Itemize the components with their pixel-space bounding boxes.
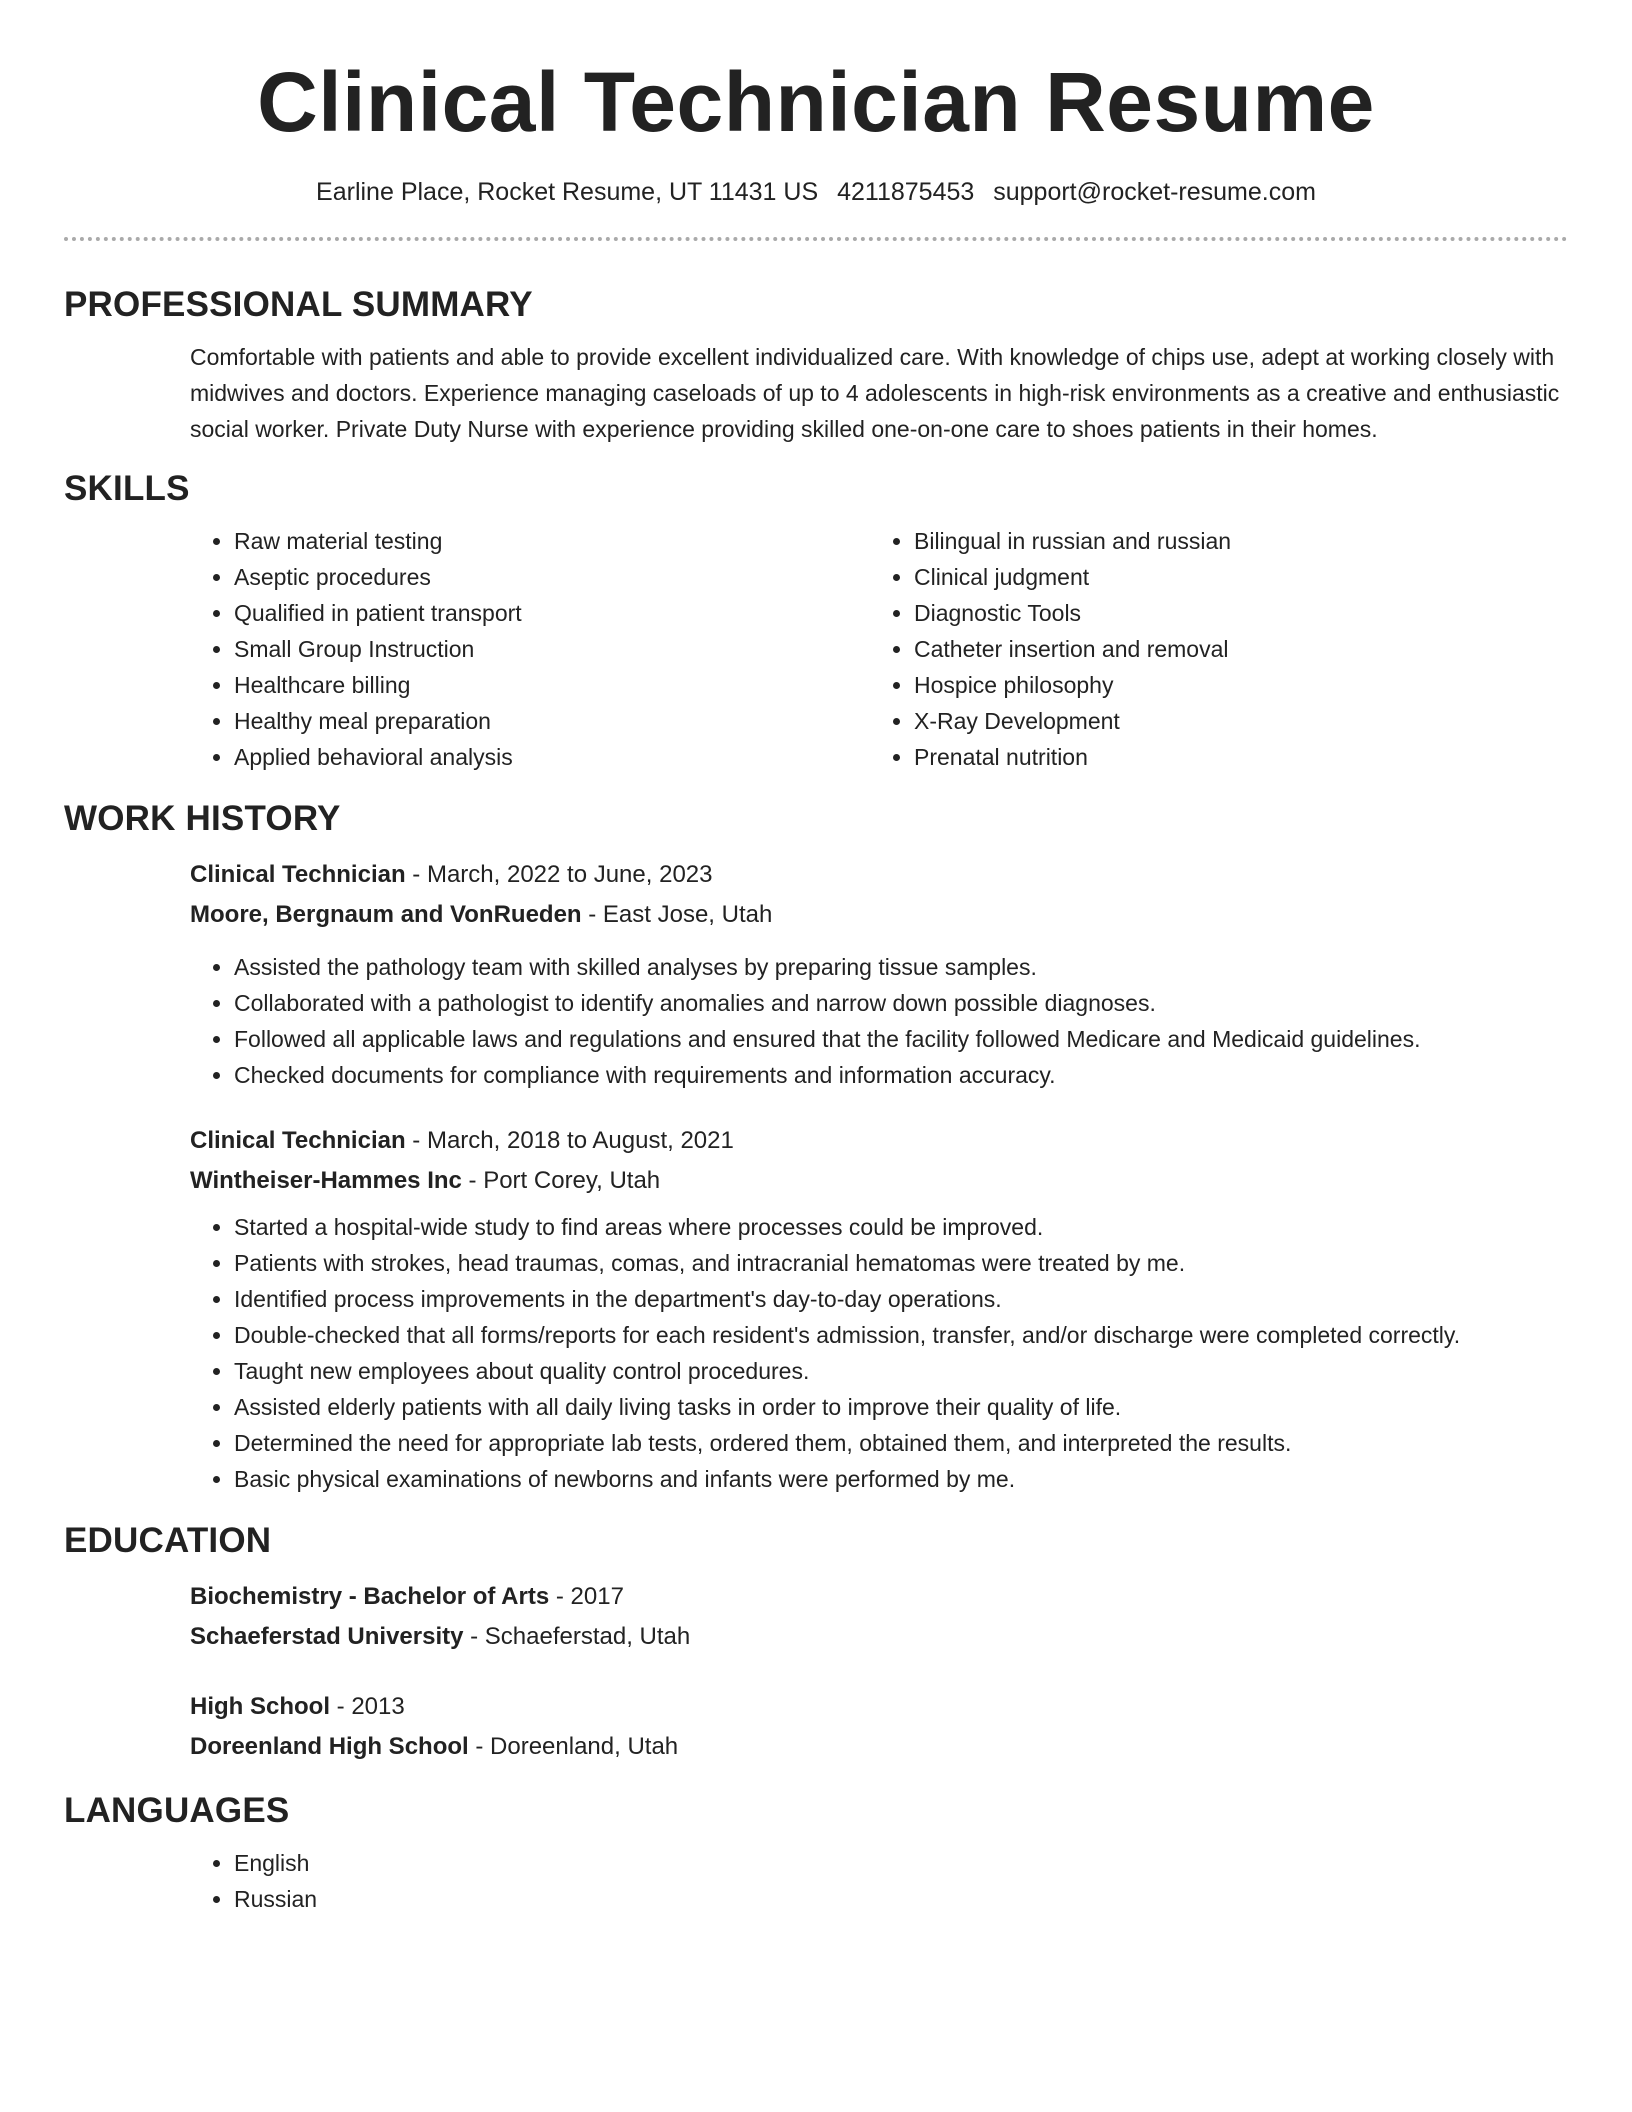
job-company-line [190,895,1568,935]
skill-item: • Hospice philosophy [914,667,1550,703]
job-bullet: • Taught new employees about quality control procedures. [234,1353,1568,1389]
job-location: - Port Corey, Utah [461,1167,661,1194]
contact-line [64,178,1568,207]
education-degree: High School [190,1693,330,1720]
summary-heading: PROFESSIONAL SUMMARY [64,285,533,324]
header-divider [64,237,1568,241]
job-title-line [190,855,1568,895]
job-bullet: • Followed all applicable laws and regulations and ensured that the facility followed Medicare and Medicaid guidelines. [234,1021,1568,1057]
language-item: • English [234,1845,1568,1881]
job-bullet: • Started a hospital-wide study to find areas where processes could be improved. [234,1209,1568,1245]
job-company-line [190,1161,1568,1201]
job-company: Moore, Bergnaum and VonRueden [190,901,582,928]
languages-list [190,1845,1568,1917]
skill-item: • Small Group Instruction [234,631,870,667]
languages-heading: LANGUAGES [64,1791,290,1830]
contact-address: Earline Place, Rocket Resume, UT 11431 US [316,178,819,206]
job-company: Wintheiser-Hammes Inc [190,1167,462,1194]
skill-item: • Catheter insertion and removal [914,631,1550,667]
education-degree-line [190,1687,1568,1727]
job-title: Clinical Technician [190,1127,406,1154]
job-dates: - March, 2022 to June, 2023 [405,861,713,888]
job-location: - East Jose, Utah [581,901,773,928]
education-location: - Schaeferstad, Utah [463,1623,691,1650]
job-bullet: • Patients with strokes, head traumas, comas, and intracranial hematomas were treated by me. [234,1245,1568,1281]
contact-email: support@rocket-resume.com [993,178,1316,206]
skill-item: • Raw material testing [234,523,870,559]
job-bullet: • Collaborated with a pathologist to identify anomalies and narrow down possible diagnoses. [234,985,1568,1021]
education-entry [190,1687,1568,1767]
skill-item: • Qualified in patient transport [234,595,870,631]
language-item: • Russian [234,1881,1568,1917]
job-bullet: • Determined the need for appropriate lab tests, ordered them, obtained them, and interpreted the results. [234,1425,1568,1461]
education-degree-line [190,1577,1568,1617]
job-title: Clinical Technician [190,861,406,888]
work-history-heading: WORK HISTORY [64,799,341,838]
skill-item: • Healthcare billing [234,667,870,703]
skills-column-right [870,523,1550,775]
skill-item: • Aseptic procedures [234,559,870,595]
skills-heading: SKILLS [64,469,190,508]
job-dates: - March, 2018 to August, 2021 [405,1127,734,1154]
skill-item: • Prenatal nutrition [914,739,1550,775]
education-degree: Biochemistry - Bachelor of Arts [190,1583,550,1610]
education-heading: EDUCATION [64,1521,272,1560]
job-bullet: • Identified process improvements in the department's day-to-day operations. [234,1281,1568,1317]
education-school-line [190,1617,1568,1657]
summary-text: Comfortable with patients and able to provide excellent individualized care. With knowledge of chips use, adept at working closely with midwives and doctors. Experience managing caseloads of up to 4 adolescents in high-risk environments as a creative and enthusiastic social worker. Private Duty Nurse with experience providing skilled one-on-one care to shoes patients in their homes. [190,344,1560,442]
education-school: Doreenland High School [190,1733,469,1760]
skill-item: • Healthy meal preparation [234,703,870,739]
education-location: - Doreenland, Utah [468,1733,679,1760]
job-bullet: • Basic physical examinations of newborns and infants were performed by me. [234,1461,1568,1497]
job-entry [190,855,1568,1093]
skills-list [190,523,1568,775]
skill-item: • X-Ray Development [914,703,1550,739]
job-bullet: • Checked documents for compliance with requirements and information accuracy. [234,1057,1568,1093]
skills-column-left [190,523,870,775]
education-school: Schaeferstad University [190,1623,464,1650]
job-bullet: • Assisted elderly patients with all daily living tasks in order to improve their quality of life. [234,1389,1568,1425]
skill-item: • Applied behavioral analysis [234,739,870,775]
skill-item: • Diagnostic Tools [914,595,1550,631]
education-year: - 2017 [549,1583,624,1610]
skill-item: • Clinical judgment [914,559,1550,595]
resume-title: Clinical Technician Resume [257,55,1375,149]
job-entry [190,1121,1568,1497]
education-entry [190,1577,1568,1657]
job-bullet: • Assisted the pathology team with skilled analyses by preparing tissue samples. [234,949,1568,985]
education-school-line [190,1727,1568,1767]
job-title-line [190,1121,1568,1161]
contact-phone: 4211875453 [837,178,975,206]
job-bullets [190,949,1568,1093]
job-bullet: • Double-checked that all forms/reports for each resident's admission, transfer, and/or discharge were completed correctly. [234,1317,1568,1353]
job-bullets [190,1209,1568,1497]
skill-item: • Bilingual in russian and russian [914,523,1550,559]
education-year: - 2013 [330,1693,405,1720]
